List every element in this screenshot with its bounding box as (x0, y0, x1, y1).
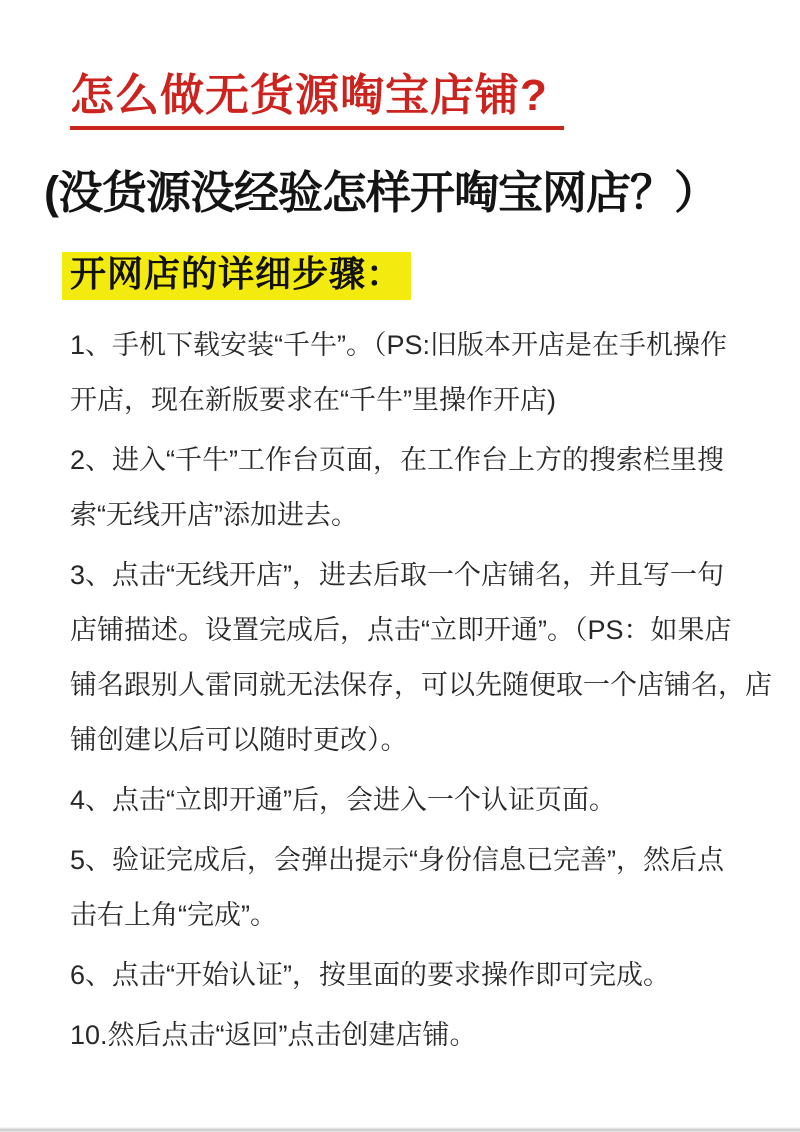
step-line: 索“无线开店”添加进去。 (70, 500, 358, 530)
step-2 (70, 433, 754, 543)
step-3 (70, 548, 772, 768)
step-1 (70, 318, 754, 428)
step-5 (70, 833, 754, 943)
step-line: 铺名跟别人雷同就无法保存，可以先随便取一个店铺名，店 (70, 670, 772, 700)
step-10 (70, 1008, 754, 1063)
step-line: 10.然后点击“返回”点击创建店铺。 (70, 1020, 477, 1050)
step-line: 开店，现在新版要求在“千牛”里操作开店) (70, 385, 556, 415)
page-title-text: 怎么做无货源啕宝店铺? (70, 74, 564, 130)
page-subtitle: (没货源没经验怎样开啕宝网店？） (44, 167, 718, 218)
step-line: 1、手机下载安装“千牛”。（PS:旧版本开店是在手机操作 (70, 330, 728, 360)
step-line: 店铺描述。设置完成后，点击“立即开通”。（PS：如果店 (70, 615, 732, 645)
step-line: 4、点击“立即开通”后，会进入一个认证页面。 (70, 785, 616, 815)
step-line: 2、进入“千牛”工作台页面，在工作台上方的搜索栏里搜 (70, 445, 724, 475)
step-4 (70, 773, 754, 828)
section-heading (62, 252, 754, 300)
bottom-edge-shadow (0, 1127, 800, 1132)
step-line: 6、点击“开始认证”，按里面的要求操作即可完成。 (70, 960, 670, 990)
step-line: 5、验证完成后，会弹出提示“身份信息已完善”，然后点 (70, 845, 724, 875)
step-line: 铺创建以后可以随时更改）。 (70, 725, 408, 755)
section-heading-text: 开网店的详细步骤： (62, 252, 411, 300)
step-line: 击右上角“完成”。 (70, 900, 277, 930)
step-line: 3、点击“无线开店”，进去后取一个店铺名，并且写一句 (70, 560, 724, 590)
page-title (70, 71, 754, 130)
step-6 (70, 948, 754, 1003)
